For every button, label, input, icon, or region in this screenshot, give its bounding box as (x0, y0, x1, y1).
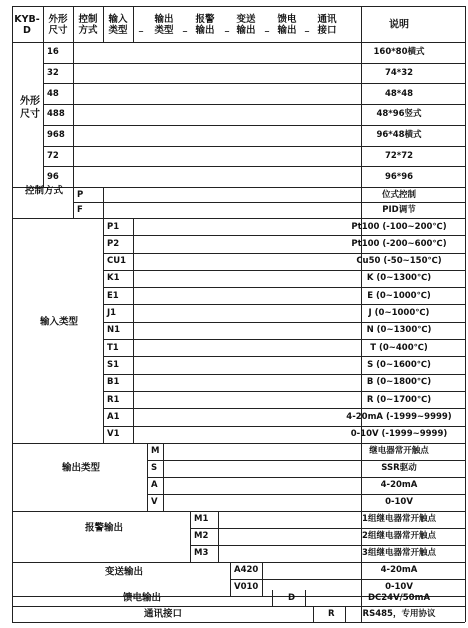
grid-line (43, 63, 465, 64)
grid-line (43, 83, 465, 84)
header-model-line2: D (23, 25, 31, 36)
header-control-l1: 控制 (78, 14, 98, 25)
header-size-l1: 外形 (48, 14, 68, 25)
grid-line (147, 443, 148, 511)
grid-line (133, 218, 134, 443)
alarm-description: 1组继电器常开触点 (362, 514, 436, 525)
header-input-l2: 类型 (108, 25, 128, 36)
grid-line (43, 166, 465, 167)
output-description: 继电器常开触点 (369, 446, 429, 457)
comm-section-title: 通讯接口 (143, 608, 183, 620)
grid-line (43, 42, 44, 187)
header-transmit-l2: 输出 (236, 25, 256, 36)
header-feed-l2: 输出 (277, 25, 297, 36)
size-code: 72 (47, 150, 59, 161)
input-code: K1 (107, 273, 120, 284)
header-transmit-l1: 变送 (236, 14, 256, 25)
alarm-section-title: 报警输出 (84, 522, 124, 534)
grid-line (103, 322, 465, 323)
transmit-description: 0-10V (385, 582, 413, 593)
grid-line (43, 146, 465, 147)
grid-line (361, 42, 362, 187)
grid-line (12, 6, 465, 7)
size-description: 48*48 (384, 88, 414, 99)
grid-line (305, 590, 306, 606)
grid-line (103, 235, 465, 236)
input-section-title: 输入类型 (39, 316, 79, 328)
header-output (154, 14, 173, 36)
grid-line (103, 253, 465, 254)
header-feed (277, 14, 296, 36)
header-sep-4: _ (264, 22, 270, 33)
control-code: P (77, 189, 84, 200)
size-title-l2: 尺寸 (20, 109, 40, 120)
header-input-l1: 输入 (108, 14, 128, 25)
size-description: 96*96 (384, 171, 414, 182)
size-code: 32 (47, 67, 59, 78)
input-description: N (0~1300℃) (366, 325, 432, 336)
grid-line (103, 391, 465, 392)
input-code: A1 (107, 411, 120, 422)
size-description: 72*72 (384, 150, 414, 161)
grid-line (103, 339, 465, 340)
transmit-section-title: 变送输出 (104, 566, 144, 578)
grid-line (361, 6, 362, 42)
grid-line (313, 606, 314, 622)
header-output-l2: 类型 (154, 25, 174, 36)
input-description: J (0~1000℃) (368, 307, 430, 318)
size-title-l1: 外形 (20, 96, 40, 107)
size-description: 160*80横式 (373, 47, 425, 58)
grid-line (73, 202, 465, 203)
size-description: 96*48横式 (376, 129, 422, 140)
input-description: R (0~1700℃) (366, 394, 432, 405)
grid-line (103, 187, 104, 218)
transmit-code: A420 (234, 565, 259, 576)
grid-line (12, 511, 465, 512)
feed-code: D (288, 592, 296, 603)
input-description: T (0~400℃) (370, 342, 428, 353)
input-code: B1 (107, 377, 120, 387)
grid-line (147, 460, 465, 461)
grid-line (190, 528, 465, 529)
header-model (14, 14, 39, 36)
grid-line (147, 477, 465, 478)
grid-line (103, 356, 465, 357)
transmit-description: 4-20mA (380, 565, 418, 576)
size-description: 74*32 (384, 67, 414, 78)
grid-line (133, 6, 134, 42)
input-description: Cu50 (-50~150℃) (356, 255, 442, 266)
input-code: CU1 (107, 255, 127, 266)
input-description: K (0~1300℃) (366, 273, 432, 284)
grid-line (73, 187, 74, 218)
control-description: 位式控制 (381, 189, 417, 200)
header-sep-5: _ (304, 22, 310, 33)
input-description: 4-20mA (-1999~9999) (346, 411, 452, 422)
output-code: V (151, 497, 158, 508)
input-code: T1 (107, 342, 119, 353)
grid-line (103, 287, 465, 288)
grid-line (12, 42, 465, 43)
grid-line (218, 511, 219, 562)
alarm-code: M1 (194, 514, 209, 525)
header-sep-2: _ (182, 22, 188, 33)
alarm-code: M3 (194, 548, 209, 559)
grid-line (12, 443, 465, 444)
header-feed-l1: 馈电 (277, 14, 297, 25)
output-description: SSR驱动 (381, 463, 417, 474)
alarm-description: 3组继电器常开触点 (362, 548, 436, 559)
grid-line (43, 104, 465, 105)
grid-line (43, 125, 465, 126)
header-alarm-l2: 输出 (195, 25, 215, 36)
output-code: A (151, 480, 158, 491)
alarm-description: 2组继电器常开触点 (362, 531, 436, 542)
input-code: R1 (107, 394, 120, 405)
grid-line (12, 562, 465, 563)
output-section-title: 输出类型 (61, 462, 101, 474)
grid-line (43, 6, 44, 42)
header-sep-3: _ (224, 22, 230, 33)
comm-code: R (328, 608, 335, 619)
grid-line (272, 590, 273, 606)
input-code: V1 (107, 428, 120, 439)
comm-description: RS485，专用协议 (362, 608, 436, 619)
control-section-title: 控制方式 (24, 185, 64, 197)
size-description: 48*96竖式 (376, 109, 422, 120)
input-description: B (0~1800℃) (366, 377, 432, 387)
size-code: 48 (47, 88, 59, 99)
grid-line (73, 42, 74, 187)
grid-line (361, 187, 362, 218)
grid-line (12, 218, 465, 219)
size-code: 968 (47, 129, 65, 140)
header-size-l2: 尺寸 (48, 25, 68, 36)
grid-line (345, 606, 346, 622)
grid-line (103, 426, 465, 427)
output-description: 0-10V (385, 497, 413, 508)
grid-line (262, 562, 263, 596)
grid-line (12, 622, 465, 623)
grid-line (361, 443, 362, 511)
header-alarm-l1: 报警 (195, 14, 215, 25)
header-description: 说明 (389, 19, 409, 31)
grid-line (103, 408, 465, 409)
grid-line (230, 579, 465, 580)
grid-line (147, 494, 465, 495)
size-section-title (20, 95, 40, 121)
grid-line (190, 545, 465, 546)
output-code: S (151, 463, 158, 474)
header-control-l2: 方式 (78, 25, 98, 36)
size-code: 488 (47, 109, 65, 120)
header-output-l1: 输出 (154, 14, 174, 25)
input-description: S (0~1600℃) (367, 359, 431, 370)
header-sep-1: _ (138, 22, 144, 33)
header-input (108, 14, 127, 36)
feed-section-title: 馈电输出 (122, 592, 162, 604)
feed-description: DC24V/50mA (367, 592, 431, 603)
header-model-line1: KYB- (14, 14, 40, 25)
output-description: 4-20mA (380, 480, 418, 491)
input-code: J1 (107, 307, 117, 318)
grid-line (190, 511, 191, 562)
grid-line (103, 304, 465, 305)
grid-line (12, 6, 13, 622)
input-code: N1 (107, 325, 121, 336)
grid-line (361, 218, 362, 443)
header-comm-l1: 通讯 (317, 14, 337, 25)
header-alarm (195, 14, 214, 36)
output-code: M (151, 446, 160, 457)
grid-line (12, 606, 465, 607)
size-code: 96 (47, 171, 59, 182)
header-control (78, 14, 97, 36)
header-transmit (236, 14, 255, 36)
grid-line (103, 6, 104, 42)
grid-line (230, 562, 231, 596)
grid-line (361, 590, 362, 606)
header-comm (317, 14, 336, 36)
input-code: S1 (107, 359, 120, 370)
grid-line (103, 270, 465, 271)
size-code: 16 (47, 47, 59, 58)
grid-line (163, 443, 164, 511)
input-description: Pt100 (-200~600℃) (351, 238, 447, 249)
grid-line (103, 218, 104, 443)
grid-line (465, 6, 466, 622)
alarm-code: M2 (194, 531, 209, 542)
input-code: P1 (107, 221, 120, 232)
grid-line (12, 187, 465, 188)
grid-line (73, 6, 74, 42)
input-description: E (0~1000℃) (367, 290, 431, 301)
input-description: 0-10V (-1999~9999) (350, 428, 448, 439)
transmit-code: V010 (234, 582, 259, 593)
control-code: F (77, 204, 83, 215)
input-code: E1 (107, 290, 119, 301)
header-size (48, 14, 67, 36)
header-comm-l2: 接口 (317, 25, 337, 36)
input-code: P2 (107, 238, 120, 249)
grid-line (103, 374, 465, 375)
control-description: PID调节 (382, 204, 416, 215)
input-description: Pt100 (-100~200℃) (351, 221, 447, 232)
